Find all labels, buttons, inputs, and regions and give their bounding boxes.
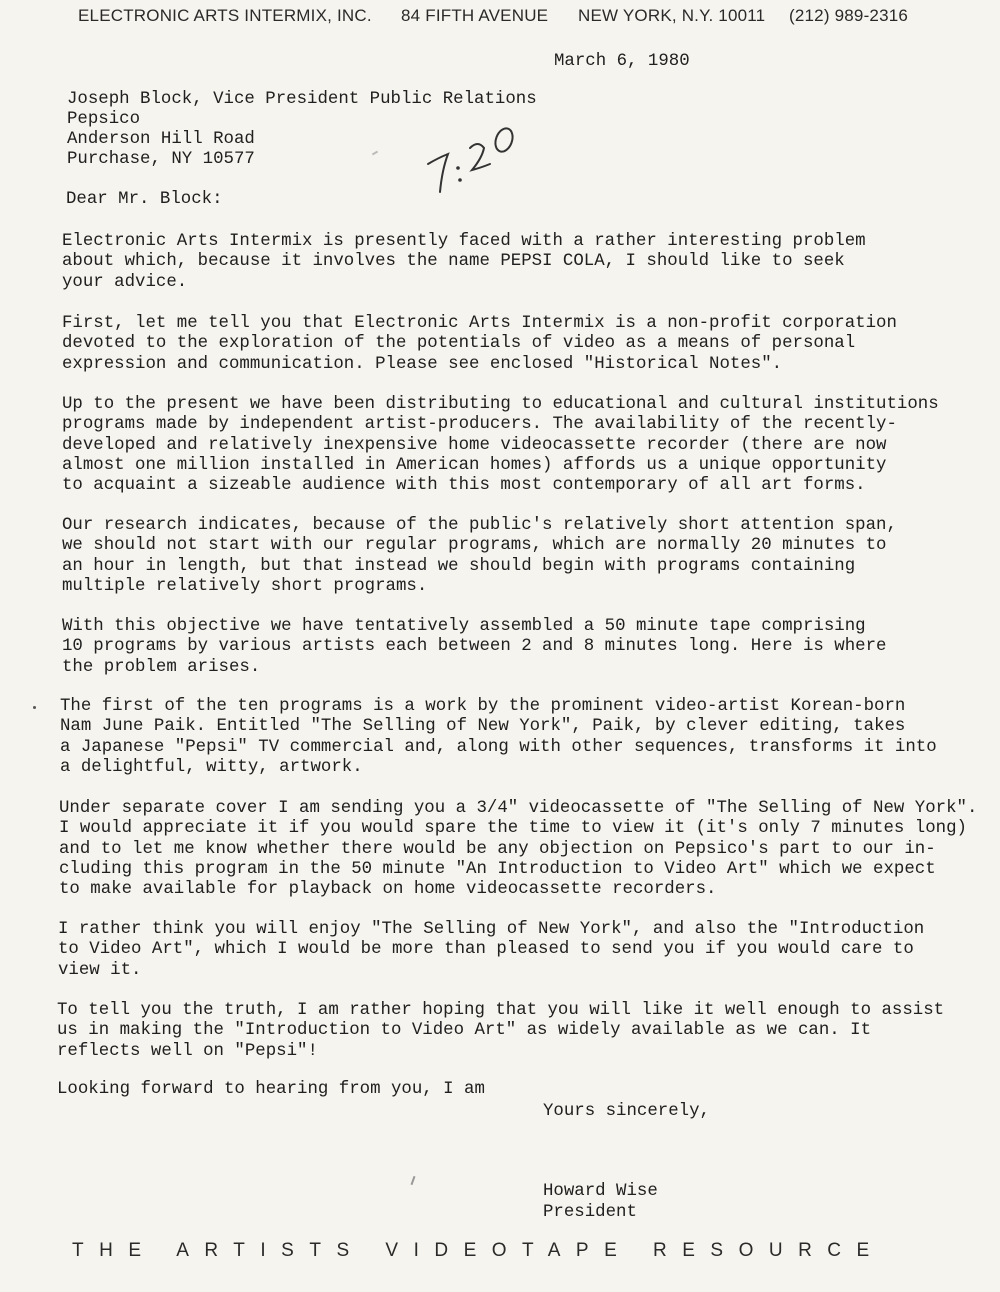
paragraph-line: about which, because it involves the name PEPSI COLA, I should like to seek — [62, 252, 845, 272]
paragraph-line: a delightful, witty, artwork. — [60, 757, 363, 777]
paragraph-line: us in making the "Introduction to Video Art" as widely available as we can. It — [57, 1021, 872, 1041]
closing-lead: Looking forward to hearing from you, I am — [57, 1080, 485, 1099]
recipient-line: Purchase, NY 10577 — [67, 150, 255, 169]
paragraph-line: to make available for playback on home videocassette recorders. — [59, 880, 717, 900]
letterhead-company: ELECTRONIC ARTS INTERMIX, INC. — [78, 6, 372, 25]
paragraph-line: an hour in length, but that instead we should begin with programs containing — [62, 556, 856, 576]
paragraph-4 — [62, 516, 897, 597]
paragraph-line: developed and relatively inexpensive home videocassette recorder (there are now — [62, 435, 887, 455]
letter-date: March 6, 1980 — [554, 52, 690, 71]
paragraph-line: to Video Art", which I would be more than pleased to send you if you would care to — [58, 940, 914, 960]
paragraph-line: 10 programs by various artists each between 2 and 8 minutes long. Here is where — [62, 637, 887, 657]
handwritten-time-note — [418, 120, 528, 200]
paragraph-line: the problem arises. — [62, 657, 261, 677]
paragraph-6 — [60, 697, 937, 778]
paragraph-1 — [62, 232, 866, 293]
paragraph-line: Nam June Paik. Entitled "The Selling of New York", Paik, by clever editing, takes — [60, 717, 906, 737]
paragraph-line: The first of the ten programs is a work by the prominent video-artist Korean-born — [60, 697, 906, 716]
letterhead — [0, 6, 1000, 30]
paragraph-line: First, let me tell you that Electronic Arts Intermix is a non-profit corporation — [62, 314, 897, 333]
salutation: Dear Mr. Block: — [66, 190, 223, 209]
paragraph-line: almost one million installed in American homes) affords us a unique opportunity — [62, 455, 887, 475]
paragraph-line: With this objective we have tentatively assembled a 50 minute tape comprising — [62, 617, 866, 636]
pen-mark — [411, 1176, 416, 1185]
paragraph-3 — [62, 395, 939, 496]
margin-mark — [33, 706, 36, 709]
paragraph-line: I would appreciate it if you would spare the time to view it (it's only 7 minutes long) — [59, 819, 967, 839]
letterhead-street: 84 FIFTH AVENUE — [401, 6, 549, 25]
signature-block — [543, 1182, 658, 1223]
paragraph-line: cluding this program in the 50 minute "An Introduction to Video Art" which we expect — [59, 859, 936, 879]
paragraph-line: Up to the present we have been distributing to educational and cultural institutions — [62, 395, 939, 414]
paragraph-line: programs made by independent artist-producers. The availability of the recently- — [62, 415, 897, 435]
paragraph-8 — [58, 920, 924, 981]
paragraph-2 — [62, 314, 897, 375]
paragraph-line: Our research indicates, because of the public's relatively short attention span, — [62, 516, 897, 535]
paragraph-line: To tell you the truth, I am rather hoping that you will like it well enough to assist — [57, 1001, 945, 1020]
valediction: Yours sincerely, — [543, 1102, 710, 1121]
paragraph-line: your advice. — [62, 272, 188, 292]
signatory-name: Howard Wise — [543, 1182, 658, 1201]
recipient-line: Pepsico — [67, 110, 141, 129]
paragraph-line: view it. — [58, 960, 142, 980]
paragraph-line: expression and communication. Please see enclosed "Historical Notes". — [62, 354, 783, 374]
recipient-line: Anderson Hill Road — [67, 130, 255, 149]
paragraph-line: reflects well on "Pepsi"! — [57, 1041, 318, 1061]
paragraph-line: to acquaint a sizeable audience with this most contemporary of all art forms. — [62, 476, 866, 496]
letterhead-phone: (212) 989-2316 — [789, 6, 909, 25]
footer-tagline: THE ARTISTS VIDEOTAPE RESOURCE — [72, 1240, 885, 1261]
paragraph-line: I rather think you will enjoy "The Selling of New York", and also the "Introduction — [58, 920, 925, 939]
paragraph-line: multiple relatively short programs. — [62, 576, 428, 596]
paragraph-9 — [57, 1001, 944, 1062]
paragraph-line: Under separate cover I am sending you a 3/4" videocassette of "The Selling of New York". — [59, 799, 978, 818]
recipient-line: Joseph Block, Vice President Public Relations — [67, 90, 537, 109]
paragraph-line: devoted to the exploration of the potentials of video as a means of personal — [62, 334, 856, 354]
paragraph-line: and to let me know whether there would be any objection on Pepsico's part to our in- — [59, 839, 936, 859]
paragraph-line: Electronic Arts Intermix is presently faced with a rather interesting problem — [62, 232, 866, 251]
letterhead-city: NEW YORK, N.Y. 10011 — [578, 6, 766, 25]
signatory-title: President — [543, 1202, 637, 1222]
paragraph-line: a Japanese "Pepsi" TV commercial and, along with other sequences, transforms it into — [60, 737, 937, 757]
paragraph-5 — [62, 617, 886, 678]
paragraph-7 — [59, 799, 977, 900]
paragraph-line: we should not start with our regular programs, which are normally 20 minutes to — [62, 536, 887, 556]
